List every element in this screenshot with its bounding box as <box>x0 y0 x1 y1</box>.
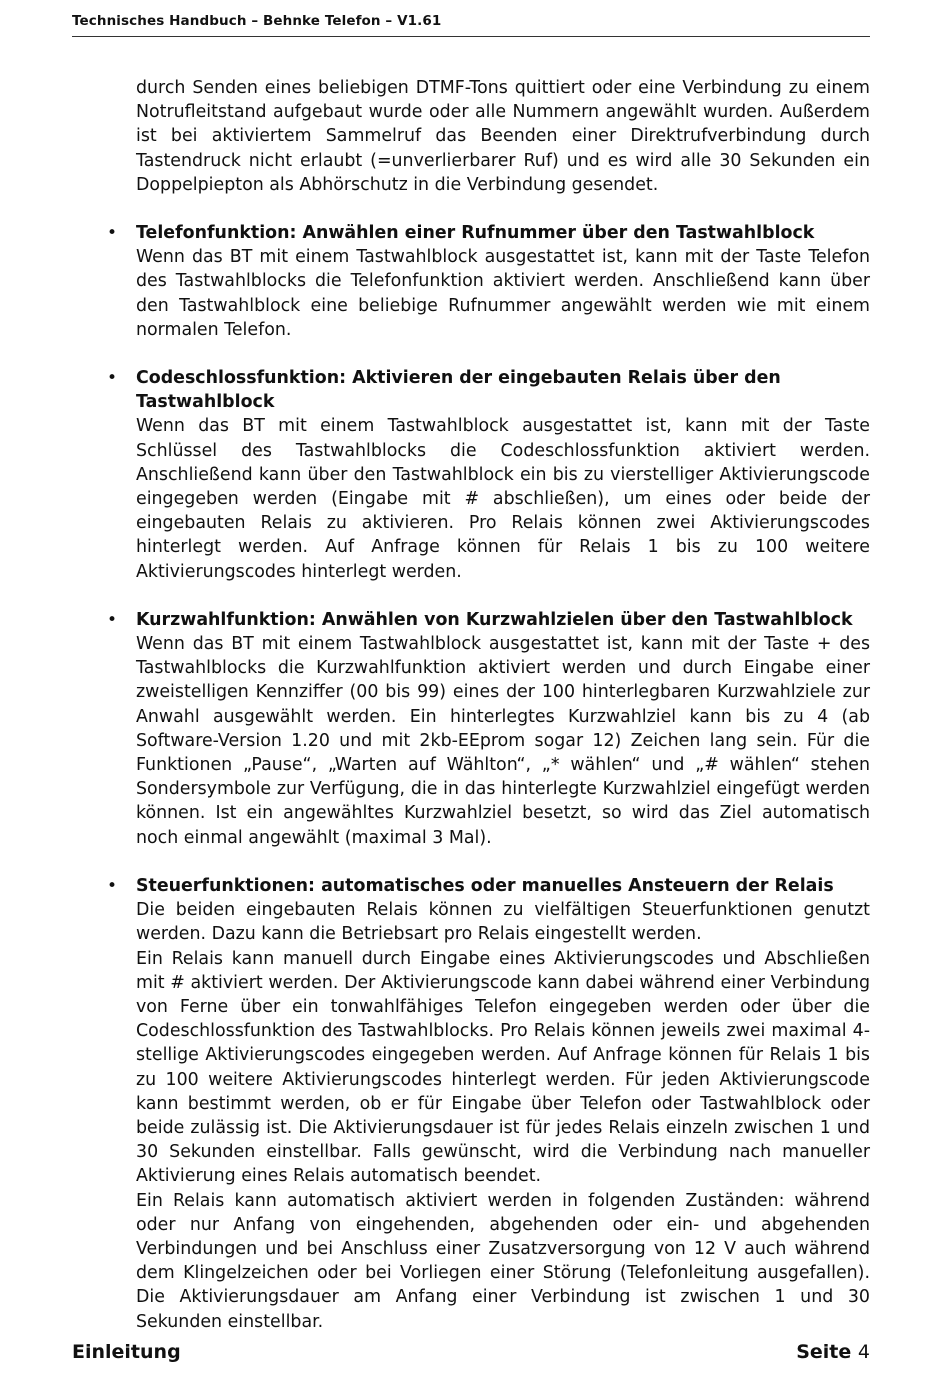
bullet-paragraph: Ein Relais kann automatisch aktiviert werden in folgenden Zuständen: während oder nur Anfang von eingehenden, abgehenden oder ein- und abgehenden Verbindungen und bei Anschluss einer Zusatzversorgung von 12 V auch während dem Klingelzeichen oder bei Vorliegen einer Störung (Telefonleitung ausgefallen). Die Aktivierungsdauer am Anfang einer Verbindung ist zwischen 1 und 30 Sekunden einstellbar. <box>136 1190 870 1332</box>
bullet-paragraph: Wenn das BT mit einem Tastwahlblock ausgestattet ist, kann mit der Taste Schlüssel des Tastwahlblocks die Codeschlossfunktion aktiviert werden. Anschließend kann über den Tastwahlblock ein bis zu vierstelliger Aktivierungscode eingegeben werden (Eingabe mit # abschließen), um eines oder beide der eingebauten Relais zu aktivieren. Pro Relais können zwei Aktivierungscodes hinterlegt werden. Auf Anfrage können für Relais 1 bis zu 100 weitere Aktivierungscodes hinterlegt werden. <box>136 416 870 582</box>
bullet-title: Steuerfunktionen: automatisches oder manuelles Ansteuern der Relais <box>136 875 834 896</box>
page-content <box>72 76 870 1334</box>
bullet-dot-icon: • <box>107 609 118 630</box>
bullet-codeschlossfunktion <box>72 366 870 584</box>
bullet-steuerfunktionen <box>72 874 870 1334</box>
bullet-dot-icon: • <box>107 875 118 896</box>
bullet-title: Telefonfunktion: Anwählen einer Rufnummer über den Tastwahlblock <box>136 223 815 244</box>
footer-page-number: 4 <box>857 1341 870 1363</box>
footer-page <box>796 1341 870 1363</box>
bullet-telefonfunktion <box>72 221 870 342</box>
bullet-paragraph: Die beiden eingebauten Relais können zu vielfältigen Steuerfunktionen genutzt werden. Dazu kann die Betriebsart pro Relais eingestellt werden. <box>136 900 870 945</box>
bullet-dot-icon: • <box>107 223 118 244</box>
header-rule <box>72 36 870 37</box>
bullet-kurzwahlfunktion <box>72 608 870 850</box>
bullet-title: Kurzwahlfunktion: Anwählen von Kurzwahlzielen über den Tastwahlblock <box>136 609 853 630</box>
footer-section: Einleitung <box>72 1341 181 1363</box>
bullet-paragraph: Ein Relais kann manuell durch Eingabe eines Aktivierungscodes und Abschließen mit # aktiviert werden. Der Aktivierungscode kann dabei während einer Verbindung von Ferne über ein tonwahlfähiges Telefon eingegeben werden oder über die Codeschlossfunktion des Tastwahlblocks. Pro Relais können jeweils zwei maximal 4-stellige Aktivierungscodes eingegeben werden. Auf Anfrage können für Relais 1 bis zu 100 weitere Aktivierungscodes hinterlegt werden. Für jeden Aktivierungscode kann bestimmt werden, ob er für Eingabe über Telefon oder Tastwahlblock oder beide zulässig ist. Die Aktivierungsdauer ist für jedes Relais einzeln zwischen 1 und 30 Sekunden einstellbar. Falls gewünscht, wird die Verbindung nach manueller Aktivierung eines Relais automatisch beendet. <box>136 948 870 1187</box>
footer-page-label: Seite <box>796 1341 852 1363</box>
document-header: Technisches Handbuch – Behnke Telefon – V1.61 <box>72 13 442 29</box>
bullet-title: Codeschlossfunktion: Aktivieren der eingebauten Relais über den Tastwahlblock <box>136 368 781 413</box>
intro-paragraph: durch Senden eines beliebigen DTMF-Tons quittiert oder eine Verbindung zu einem Notrufleitstand aufgebaut wurde oder alle Nummern angewählt wurden. Außerdem ist bei aktiviertem Sammelruf das Beenden einer Direktrufverbindung durch Tastendruck nicht erlaubt (=unverlierbarer Ruf) und es wird alle 30 Sekunden ein Doppelpiepton als Abhörschutz in die Verbindung gesendet. <box>136 78 870 195</box>
bullet-paragraph: Wenn das BT mit einem Tastwahlblock ausgestattet ist, kann mit der Taste Telefon des Tastwahlblocks die Telefonfunktion aktiviert werden. Anschließend kann über den Tastwahlblock eine beliebige Rufnummer angewählt werden wie mit einem normalen Telefon. <box>136 247 870 340</box>
bullet-dot-icon: • <box>107 368 118 389</box>
bullet-paragraph: Wenn das BT mit einem Tastwahlblock ausgestattet ist, kann mit der Taste + des Tastwahlblocks die Kurzwahlfunktion aktiviert werden und durch Eingabe einer zweistelligen Kennziffer (00 bis 99) eines der 100 hinterlegbaren Kurzwahlziele zur Anwahl ausgewählt werden. Ein hinterlegtes Kurzwahlziel kann bis zu 4 (ab Software-Version 1.20 und mit 2kb-EEprom sogar 12) Zeichen lang sein. Für die Funktionen „Pause“, „Warten auf Wählton“, „* wählen“ und „# wählen“ stehen Sondersymbole zur Verfügung, die in das hinterlegte Kurzwahlziel eingefügt werden können. Ist ein angewähltes Kurzwahlziel besetzt, so wird das Ziel automatisch noch einmal angewählt (maximal 3 Mal). <box>136 634 870 848</box>
page-footer <box>72 1341 870 1363</box>
